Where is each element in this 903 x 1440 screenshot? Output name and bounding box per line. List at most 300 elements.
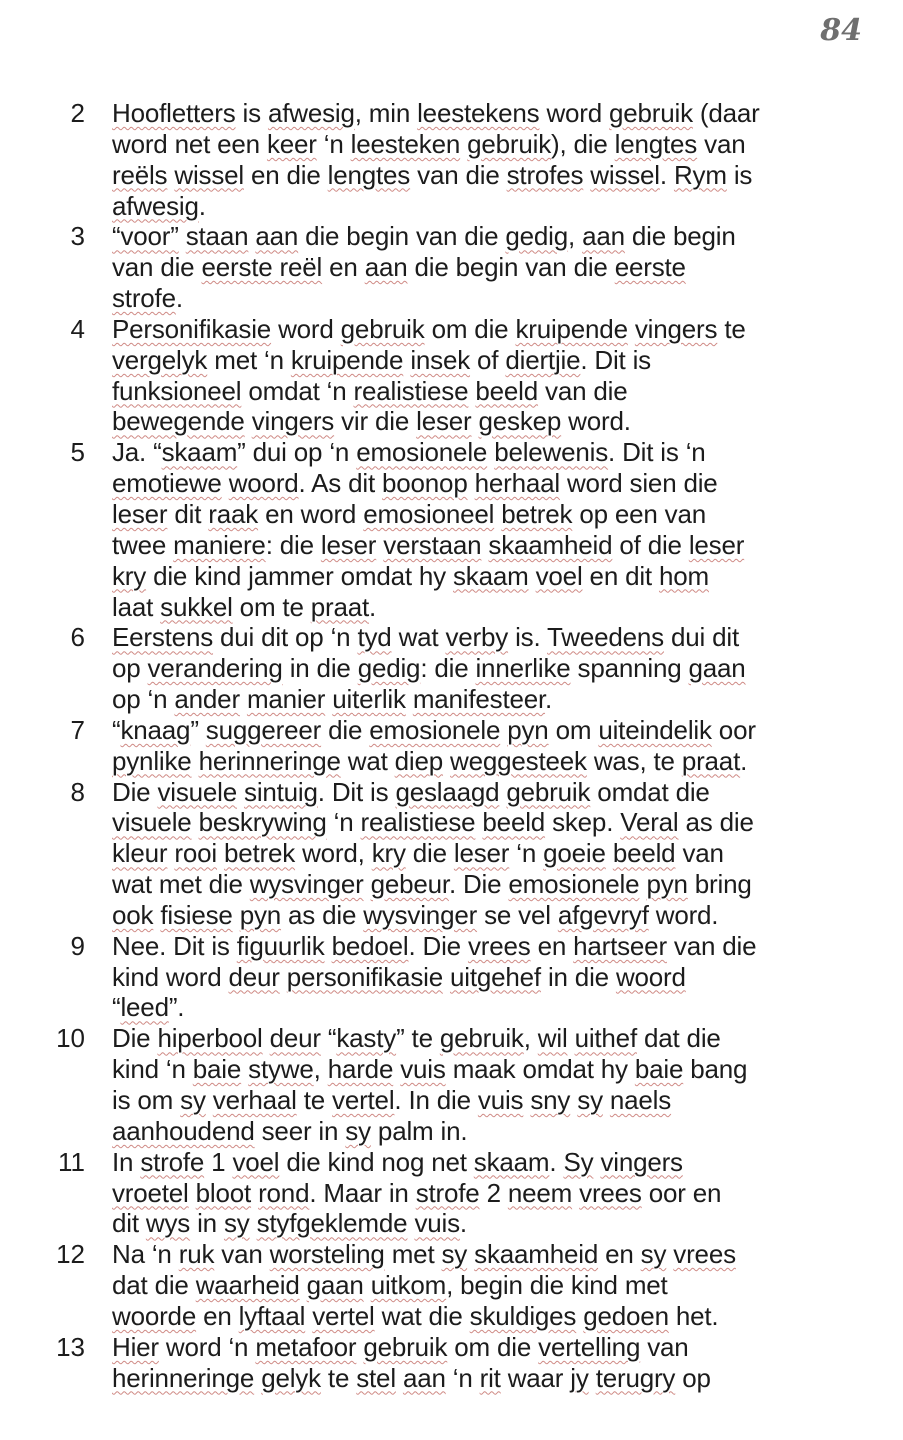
list-item — [0, 437, 903, 622]
text-segment — [250, 1208, 257, 1238]
text-segment — [280, 962, 287, 992]
misspelled-word[interactable]: reëls — [112, 159, 168, 190]
misspelled-word[interactable]: leser — [453, 838, 510, 869]
text-segment: . — [545, 684, 553, 715]
misspelled-word[interactable]: emotiewe — [112, 468, 222, 499]
text-line[interactable] — [112, 807, 872, 838]
text-segment: of — [470, 344, 506, 375]
text-line[interactable] — [112, 499, 872, 530]
misspelled-word[interactable]: beskrywing — [198, 807, 327, 838]
text-segment: : die — [420, 653, 476, 684]
misspelled-word[interactable]: Personifikasie — [112, 313, 272, 344]
misspelled-word[interactable]: voel — [232, 1146, 280, 1177]
misspelled-word[interactable]: staan — [185, 221, 249, 252]
item-text — [112, 1332, 872, 1394]
misspelled-word[interactable]: innerlike — [475, 653, 571, 684]
misspelled-word[interactable]: uithef — [574, 1023, 637, 1054]
text-segment: is — [726, 159, 753, 190]
text-line[interactable] — [112, 406, 872, 437]
text-line[interactable] — [112, 530, 872, 561]
text-line[interactable] — [112, 252, 872, 283]
misspelled-word[interactable]: pyn — [239, 899, 282, 930]
text-line[interactable] — [112, 746, 872, 777]
text-segment: Die — [112, 776, 158, 807]
misspelled-word[interactable]: bloot — [195, 1177, 252, 1208]
text-segment: word sien die — [559, 468, 718, 499]
misspelled-word[interactable]: Hoofletters — [112, 98, 236, 128]
misspelled-word[interactable]: gedoen — [583, 1300, 669, 1331]
text-line[interactable] — [112, 653, 872, 684]
misspelled-word[interactable]: neem — [507, 1177, 573, 1208]
item-text — [112, 622, 872, 715]
text-segment: is. — [508, 622, 548, 653]
misspelled-word[interactable]: vertel — [312, 1300, 375, 1331]
text-segment: en word — [258, 498, 364, 529]
text-segment: ” — [190, 714, 206, 745]
misspelled-word[interactable]: lengtes — [327, 159, 411, 190]
misspelled-word[interactable]: strofe — [140, 1146, 205, 1177]
misspelled-word[interactable]: vrees — [467, 930, 531, 961]
misspelled-word[interactable]: uiteindelik — [598, 714, 712, 745]
text-line[interactable] — [112, 992, 872, 1023]
text-line[interactable] — [112, 838, 872, 869]
misspelled-word[interactable]: Tweedens — [547, 622, 664, 653]
misspelled-word[interactable]: aan — [582, 221, 625, 252]
misspelled-word[interactable]: rit — [479, 1362, 501, 1393]
item-text — [112, 1023, 872, 1146]
text-segment: om te — [232, 591, 311, 622]
misspelled-word[interactable]: knaag — [120, 714, 191, 745]
misspelled-word[interactable]: betrek — [223, 838, 296, 869]
misspelled-word[interactable]: wys — [145, 1208, 191, 1239]
misspelled-word[interactable]: manier — [246, 684, 326, 715]
list-item — [0, 777, 903, 931]
misspelled-word[interactable]: ander — [174, 684, 240, 715]
text-line[interactable] — [112, 1085, 872, 1116]
misspelled-word[interactable]: diertjie — [505, 344, 581, 375]
misspelled-word[interactable]: manifesteer — [412, 684, 546, 715]
text-segment: . — [369, 591, 377, 622]
text-segment: van — [697, 128, 746, 159]
misspelled-word[interactable]: realistiese — [360, 807, 476, 838]
text-line[interactable] — [112, 98, 872, 129]
misspelled-word[interactable]: stywe — [248, 1054, 314, 1085]
text-line[interactable] — [112, 160, 872, 191]
text-segment — [240, 684, 247, 714]
text-segment: ), die — [551, 128, 615, 159]
misspelled-word[interactable]: herinneringe — [112, 1362, 255, 1393]
misspelled-word[interactable]: beeld — [612, 838, 676, 869]
misspelled-word[interactable]: boonop — [382, 468, 468, 499]
misspelled-word[interactable]: aan — [364, 252, 408, 283]
text-segment: of die — [612, 529, 689, 560]
text-segment: op ‘n — [112, 684, 175, 715]
text-segment: . Dit is — [317, 776, 396, 807]
misspelled-word[interactable]: gebruik — [340, 313, 425, 344]
misspelled-word[interactable]: skaam — [453, 560, 529, 591]
text-segment: dat die — [636, 1023, 721, 1054]
text-segment: seer in — [254, 1115, 346, 1146]
list-item — [0, 1239, 903, 1332]
misspelled-word[interactable]: woord — [228, 468, 299, 499]
misspelled-word[interactable]: pyn — [646, 869, 688, 900]
misspelled-word[interactable]: aanhoudend — [112, 1115, 255, 1146]
text-segment: , — [313, 1054, 328, 1085]
misspelled-word[interactable]: leser — [688, 529, 745, 560]
misspelled-word[interactable]: strofe — [415, 1177, 480, 1208]
misspelled-word[interactable]: visuele — [157, 776, 237, 807]
misspelled-word[interactable]: herhaal — [474, 468, 560, 499]
misspelled-word[interactable]: waarheid — [195, 1270, 300, 1301]
misspelled-word[interactable]: bewegende — [112, 406, 245, 437]
misspelled-word[interactable]: kleur — [112, 838, 168, 869]
misspelled-word[interactable]: baie — [634, 1054, 684, 1085]
text-segment: wat die — [374, 1300, 470, 1331]
misspelled-word[interactable]: afwesig — [267, 98, 355, 128]
misspelled-word[interactable]: vingers — [600, 1146, 683, 1177]
misspelled-word[interactable]: vertelling — [538, 1331, 641, 1362]
item-text — [112, 437, 872, 622]
misspelled-word[interactable]: gaan — [306, 1270, 364, 1301]
misspelled-word[interactable]: deur — [269, 1023, 321, 1054]
misspelled-word[interactable]: pynlike — [112, 745, 192, 776]
misspelled-word[interactable]: herinneringe — [198, 745, 341, 776]
misspelled-word[interactable]: aan — [255, 221, 299, 252]
text-segment: vir die — [334, 406, 417, 437]
misspelled-word[interactable]: hiperbool — [157, 1023, 263, 1054]
text-line[interactable] — [112, 777, 872, 808]
misspelled-word[interactable]: tyd — [357, 622, 392, 653]
misspelled-word[interactable]: leser — [416, 406, 472, 437]
text-segment: , — [568, 221, 583, 252]
text-segment: word — [539, 98, 610, 128]
text-segment: het. — [668, 1300, 719, 1331]
text-segment: . — [175, 283, 183, 314]
misspelled-word[interactable]: verby — [445, 622, 509, 653]
misspelled-word[interactable]: harde — [327, 1054, 394, 1085]
misspelled-word[interactable]: verhaal — [212, 1085, 297, 1115]
text-segment: waar — [500, 1362, 571, 1393]
misspelled-word[interactable]: verstaan — [383, 529, 482, 560]
misspelled-word[interactable]: sy — [180, 1085, 206, 1115]
text-line[interactable] — [112, 345, 872, 376]
misspelled-word[interactable]: sny — [530, 1085, 571, 1115]
text-line[interactable] — [112, 314, 872, 345]
misspelled-word[interactable]: strofe — [112, 283, 176, 314]
misspelled-word[interactable]: leestekens — [417, 98, 540, 128]
text-segment — [364, 1270, 371, 1300]
misspelled-word[interactable]: wysvinger — [363, 899, 478, 930]
misspelled-word[interactable]: gebruik — [439, 1023, 524, 1054]
text-line[interactable] — [112, 468, 872, 499]
misspelled-word[interactable]: leed — [120, 992, 169, 1023]
misspelled-word[interactable]: raak — [208, 498, 259, 529]
misspelled-word[interactable]: ruk — [178, 1239, 215, 1270]
misspelled-word[interactable]: naels — [609, 1085, 672, 1115]
text-segment: die begin van die — [407, 252, 615, 283]
text-segment: en die — [243, 159, 328, 190]
misspelled-word[interactable]: deur — [228, 961, 280, 992]
misspelled-word[interactable]: gebruik — [506, 776, 591, 807]
text-segment: . Die — [408, 930, 468, 961]
text-segment: word, — [295, 838, 372, 869]
misspelled-word[interactable]: vingers — [634, 313, 718, 344]
text-segment: is om — [112, 1085, 181, 1115]
misspelled-word[interactable]: bedoel — [331, 930, 409, 961]
misspelled-word[interactable]: worsteling — [269, 1239, 385, 1270]
text-segment — [471, 406, 478, 436]
misspelled-word[interactable]: rond — [258, 1177, 310, 1208]
misspelled-word[interactable]: sy — [441, 1239, 468, 1270]
misspelled-word[interactable]: gebruik — [467, 128, 552, 159]
misspelled-word[interactable]: verandering — [147, 653, 283, 684]
misspelled-word[interactable]: betrek — [501, 498, 573, 529]
misspelled-word[interactable]: sintuig — [244, 776, 318, 807]
misspelled-word[interactable]: wissel — [174, 159, 244, 190]
text-line[interactable] — [112, 592, 872, 623]
text-line[interactable] — [112, 283, 872, 314]
text-segment: 1 — [204, 1146, 233, 1177]
misspelled-word[interactable]: vroetel — [112, 1177, 189, 1208]
text-segment: In — [112, 1146, 141, 1177]
misspelled-word[interactable]: skaamheid — [488, 529, 613, 560]
misspelled-word[interactable]: vuis — [400, 1054, 446, 1085]
misspelled-word[interactable]: strofes — [506, 159, 584, 190]
text-segment — [217, 838, 224, 868]
misspelled-word[interactable]: pyn — [507, 714, 549, 745]
text-line[interactable] — [112, 1301, 872, 1332]
misspelled-word[interactable]: praat — [310, 591, 369, 622]
misspelled-word[interactable]: lengtes — [614, 128, 698, 159]
misspelled-word[interactable]: weggesteek — [450, 745, 587, 776]
misspelled-word[interactable]: rooi — [174, 838, 217, 869]
text-segment: , min — [354, 98, 418, 128]
text-line[interactable] — [112, 1363, 872, 1394]
misspelled-word[interactable]: kruipende — [290, 344, 404, 375]
misspelled-word[interactable]: gebruik — [363, 1331, 448, 1362]
misspelled-word[interactable]: “voor” — [112, 221, 179, 252]
misspelled-word[interactable]: vuis — [477, 1085, 524, 1115]
misspelled-word[interactable]: kruipende — [515, 313, 628, 344]
misspelled-word[interactable]: visuele — [112, 807, 192, 838]
misspelled-word[interactable]: skuldiges — [469, 1300, 577, 1331]
misspelled-word[interactable]: Sy — [563, 1146, 594, 1177]
text-segment: kind word — [112, 961, 229, 992]
misspelled-word[interactable]: uitkom — [370, 1270, 447, 1301]
misspelled-word[interactable]: gedig — [505, 221, 569, 252]
misspelled-word[interactable]: maniere — [173, 529, 266, 560]
text-line[interactable] — [112, 1147, 872, 1178]
text-line[interactable] — [112, 221, 872, 252]
misspelled-word[interactable]: aan — [402, 1362, 446, 1393]
text-segment: “ — [320, 1023, 337, 1054]
text-line[interactable] — [112, 561, 872, 592]
misspelled-word[interactable]: funksioneel — [112, 375, 242, 406]
misspelled-word[interactable]: suggereer — [205, 714, 322, 745]
misspelled-word[interactable]: vertel — [332, 1085, 395, 1115]
text-segment: Nee. Dit is — [112, 930, 237, 961]
text-segment: “ — [112, 714, 121, 745]
text-line[interactable] — [112, 437, 872, 468]
text-segment: ”. — [168, 992, 185, 1023]
list-item — [0, 98, 903, 221]
text-segment: word — [271, 313, 341, 344]
misspelled-word[interactable]: woord — [615, 961, 686, 992]
misspelled-word[interactable]: emosioneel — [363, 498, 495, 529]
misspelled-word[interactable]: diep — [394, 745, 444, 776]
misspelled-word[interactable]: insek — [410, 344, 471, 375]
misspelled-word[interactable]: beeld — [482, 807, 546, 838]
misspelled-word[interactable]: personifikasie — [286, 961, 443, 992]
misspelled-word[interactable]: metafoor — [255, 1331, 357, 1362]
misspelled-word[interactable]: skaam — [161, 437, 238, 468]
text-line[interactable] — [112, 900, 872, 931]
text-segment: met ‘n — [207, 344, 291, 375]
misspelled-word[interactable]: sy — [345, 1115, 371, 1146]
misspelled-word[interactable]: leser — [112, 498, 168, 529]
text-segment: Na ‘n — [112, 1239, 179, 1270]
misspelled-word[interactable]: gebeur — [370, 869, 449, 900]
misspelled-word[interactable]: emosionele — [369, 714, 501, 745]
misspelled-word[interactable]: eerste — [614, 252, 686, 283]
text-segment: . — [198, 190, 206, 221]
misspelled-word[interactable]: styfgeklemde — [256, 1208, 408, 1239]
misspelled-word[interactable]: stel — [356, 1362, 396, 1393]
text-segment: van die — [538, 375, 628, 406]
misspelled-word[interactable]: geskep — [478, 406, 562, 437]
text-line[interactable] — [112, 622, 872, 653]
misspelled-word[interactable]: Rym — [673, 159, 727, 190]
misspelled-word[interactable]: skaamheid — [474, 1239, 599, 1270]
text-segment: . Dit is — [580, 344, 651, 375]
text-line[interactable] — [112, 191, 872, 222]
misspelled-word[interactable]: hom — [658, 560, 709, 591]
item-number: 11 — [58, 1146, 85, 1177]
text-segment — [222, 468, 229, 498]
misspelled-word[interactable]: gebruik — [609, 98, 693, 128]
text-segment: “ — [112, 992, 121, 1023]
text-line[interactable] — [112, 376, 872, 407]
list-item — [0, 1023, 903, 1146]
misspelled-word[interactable]: sy — [640, 1239, 667, 1270]
misspelled-word[interactable]: Eerstens — [112, 622, 214, 653]
misspelled-word[interactable]: realistiese — [353, 375, 469, 406]
text-line[interactable] — [112, 1178, 872, 1209]
misspelled-word[interactable]: jy — [570, 1362, 589, 1393]
misspelled-word[interactable]: eerste reël — [201, 252, 323, 283]
misspelled-word[interactable]: sy — [223, 1208, 250, 1239]
text-segment — [443, 962, 450, 992]
misspelled-word[interactable]: hartseer — [573, 930, 667, 961]
misspelled-word[interactable]: Hier — [112, 1331, 159, 1362]
misspelled-word[interactable]: afgevryf — [557, 899, 649, 930]
text-line[interactable] — [112, 931, 872, 962]
misspelled-word[interactable]: afwesig — [112, 190, 199, 221]
misspelled-word[interactable]: baie — [192, 1054, 242, 1085]
text-line[interactable] — [112, 1116, 872, 1147]
text-segment: van — [640, 1331, 689, 1362]
misspelled-word[interactable]: vuis — [414, 1208, 460, 1239]
misspelled-word[interactable]: leser — [320, 529, 377, 560]
misspelled-word[interactable]: wissel — [590, 159, 660, 190]
misspelled-word[interactable]: gedig — [357, 653, 421, 684]
misspelled-word[interactable]: gelyk — [261, 1362, 321, 1393]
text-line[interactable] — [112, 1332, 872, 1363]
text-segment: te — [717, 313, 746, 344]
misspelled-word[interactable]: uiterlik — [332, 684, 406, 715]
text-segment: omdat die — [590, 776, 710, 807]
misspelled-word[interactable]: woorde — [112, 1300, 197, 1331]
misspelled-word[interactable]: belewenis — [494, 437, 609, 468]
text-segment: . — [549, 1146, 564, 1177]
misspelled-word[interactable]: goeie — [543, 838, 606, 869]
text-segment: die begin van die — [298, 221, 506, 252]
misspelled-word[interactable]: emosionele — [508, 869, 640, 900]
text-segment: laat — [112, 591, 161, 622]
text-line[interactable] — [112, 715, 872, 746]
item-text — [112, 777, 872, 931]
misspelled-word[interactable]: terugry — [595, 1362, 676, 1393]
text-segment: op een van — [572, 498, 706, 529]
misspelled-word[interactable]: figuurlik — [236, 930, 325, 961]
misspelled-word[interactable]: emosionele — [356, 437, 488, 468]
text-line[interactable] — [112, 1239, 872, 1270]
misspelled-word[interactable]: wysvinger — [249, 869, 364, 900]
misspelled-word[interactable]: lyftaal — [238, 1300, 306, 1331]
text-line[interactable] — [112, 1208, 872, 1239]
misspelled-word[interactable]: ook — [112, 899, 154, 930]
misspelled-word[interactable]: vergelyk — [112, 344, 208, 375]
misspelled-word[interactable]: uitgehef — [449, 961, 541, 992]
misspelled-word[interactable]: keer — [266, 128, 317, 159]
misspelled-word[interactable]: kry — [371, 838, 406, 869]
misspelled-word[interactable]: fisiese — [160, 899, 233, 930]
text-line[interactable] — [112, 1023, 872, 1054]
text-segment: . Maar in — [309, 1177, 416, 1208]
misspelled-word[interactable]: gaan — [688, 653, 746, 684]
text-line[interactable] — [112, 129, 872, 160]
misspelled-word[interactable]: leesteken — [350, 128, 461, 159]
misspelled-word[interactable]: vingers — [251, 406, 335, 437]
text-line[interactable] — [112, 962, 872, 993]
list-item — [0, 931, 903, 1024]
misspelled-word[interactable]: beeld — [475, 375, 539, 406]
misspelled-word[interactable]: geslaagd — [395, 776, 500, 807]
text-line[interactable] — [112, 869, 872, 900]
misspelled-word[interactable]: wil — [537, 1023, 568, 1054]
misspelled-word[interactable]: kasty — [336, 1023, 397, 1054]
text-segment: die kind jammer omdat hy — [146, 560, 453, 591]
text-segment: bang — [683, 1054, 748, 1085]
text-line[interactable] — [112, 1270, 872, 1301]
text-segment — [263, 1023, 270, 1053]
misspelled-word[interactable]: sy — [577, 1085, 603, 1115]
misspelled-word[interactable]: vrees — [673, 1239, 736, 1270]
misspelled-word[interactable]: sukkel — [160, 591, 233, 622]
text-line[interactable] — [112, 1054, 872, 1085]
text-line[interactable] — [112, 684, 872, 715]
text-segment: op — [112, 653, 148, 684]
text-segment: wat — [391, 622, 446, 653]
page-number: 84 — [820, 13, 862, 48]
misspelled-word[interactable]: skaam — [473, 1146, 550, 1177]
misspelled-word[interactable]: voel — [535, 560, 583, 591]
text-segment: : die — [265, 529, 321, 560]
misspelled-word[interactable]: kry — [112, 560, 147, 591]
misspelled-word[interactable]: praat — [681, 745, 741, 776]
misspelled-word[interactable]: Veral — [620, 807, 679, 838]
misspelled-word[interactable]: vrees — [579, 1177, 642, 1208]
